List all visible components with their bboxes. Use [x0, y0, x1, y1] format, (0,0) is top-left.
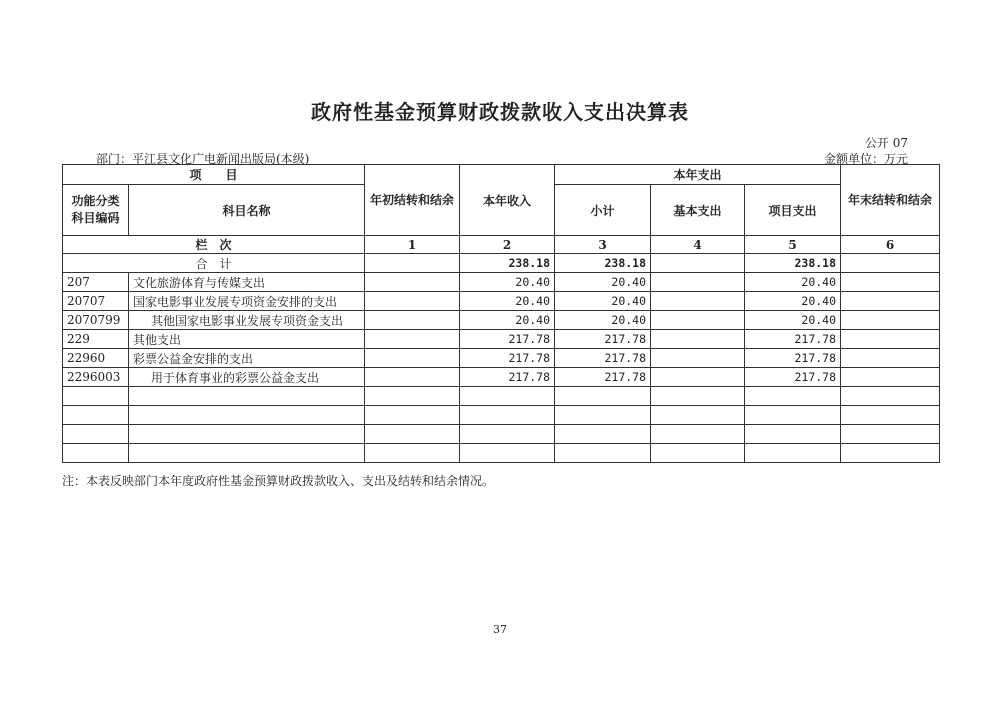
total-basic: [651, 254, 745, 273]
column-number-row: [63, 236, 940, 254]
row-basic: [651, 273, 745, 292]
row-ending: [841, 349, 940, 368]
row-name: 其他支出: [129, 330, 365, 349]
row-project: 20.40: [745, 273, 841, 292]
row-project: 20.40: [745, 311, 841, 330]
row-name: 用于体育事业的彩票公益金支出: [129, 368, 365, 387]
row-income: 217.78: [460, 368, 555, 387]
row-beginning: [365, 349, 460, 368]
row-project: 20.40: [745, 292, 841, 311]
row-beginning: [365, 311, 460, 330]
row-beginning: [365, 368, 460, 387]
row-beginning: [365, 330, 460, 349]
form-code: 公开 07: [864, 136, 908, 150]
row-income: 217.78: [460, 330, 555, 349]
table-row: [63, 311, 940, 330]
column-label: 栏 次: [63, 236, 365, 254]
row-code: 2296003: [63, 368, 129, 387]
empty-row: [63, 444, 940, 463]
row-basic: [651, 349, 745, 368]
row-project: 217.78: [745, 330, 841, 349]
empty-row: [63, 425, 940, 444]
empty-row: [63, 387, 940, 406]
header-project: 项目支出: [745, 185, 841, 236]
table-row: [63, 273, 940, 292]
column-num: 3: [555, 236, 651, 254]
unit-label: 金额单位：万元: [823, 152, 908, 166]
column-num: 2: [460, 236, 555, 254]
row-basic: [651, 311, 745, 330]
row-basic: [651, 368, 745, 387]
total-income: 238.18: [460, 254, 555, 273]
row-subtotal: 217.78: [555, 330, 651, 349]
column-num: 5: [745, 236, 841, 254]
empty-row: [63, 406, 940, 425]
header-ending-balance: 年末结转和结余: [841, 165, 940, 236]
row-name: 文化旅游体育与传媒支出: [129, 273, 365, 292]
row-code: 22960: [63, 349, 129, 368]
column-num: 4: [651, 236, 745, 254]
row-subtotal: 217.78: [555, 368, 651, 387]
header-subtotal: 小计: [555, 185, 651, 236]
page-title: 政府性基金预算财政拨款收入支出决算表: [311, 100, 689, 124]
row-code: 207: [63, 273, 129, 292]
header-beginning-balance: 年初结转和结余: [365, 165, 460, 236]
budget-table: [62, 164, 940, 463]
row-code: 20707: [63, 292, 129, 311]
total-subtotal: 238.18: [555, 254, 651, 273]
table-row: [63, 330, 940, 349]
header-item: 项 目: [63, 165, 365, 185]
header-basic: 基本支出: [651, 185, 745, 236]
row-ending: [841, 368, 940, 387]
row-subtotal: 20.40: [555, 311, 651, 330]
row-basic: [651, 292, 745, 311]
header-code: 功能分类科目编码: [63, 185, 129, 236]
total-ending: [841, 254, 940, 273]
total-beginning: [365, 254, 460, 273]
row-income: 20.40: [460, 311, 555, 330]
row-beginning: [365, 273, 460, 292]
table-row: [63, 368, 940, 387]
department-label: 部门：平江县文化广电新闻出版局(本级): [96, 152, 310, 166]
row-name: 国家电影事业发展专项资金安排的支出: [129, 292, 365, 311]
row-subtotal: 217.78: [555, 349, 651, 368]
row-ending: [841, 292, 940, 311]
header-expense-group: 本年支出: [555, 165, 841, 185]
row-income: 217.78: [460, 349, 555, 368]
column-num: 6: [841, 236, 940, 254]
total-row: [63, 254, 940, 273]
header-income: 本年收入: [460, 165, 555, 236]
row-name: 彩票公益金安排的支出: [129, 349, 365, 368]
table-note: 注：本表反映部门本年度政府性基金预算财政拨款收入、支出及结转和结余情况。: [62, 474, 495, 488]
row-subtotal: 20.40: [555, 273, 651, 292]
row-beginning: [365, 292, 460, 311]
total-project: 238.18: [745, 254, 841, 273]
header-name: 科目名称: [129, 185, 365, 236]
table-row: [63, 292, 940, 311]
row-income: 20.40: [460, 273, 555, 292]
row-ending: [841, 330, 940, 349]
page-number: 37: [493, 623, 507, 636]
row-subtotal: 20.40: [555, 292, 651, 311]
row-ending: [841, 273, 940, 292]
row-income: 20.40: [460, 292, 555, 311]
row-name: 其他国家电影事业发展专项资金支出: [129, 311, 365, 330]
table-row: [63, 349, 940, 368]
row-code: 2070799: [63, 311, 129, 330]
row-project: 217.78: [745, 368, 841, 387]
row-project: 217.78: [745, 349, 841, 368]
row-ending: [841, 311, 940, 330]
row-basic: [651, 330, 745, 349]
row-code: 229: [63, 330, 129, 349]
total-label: 合 计: [63, 254, 365, 273]
column-num: 1: [365, 236, 460, 254]
